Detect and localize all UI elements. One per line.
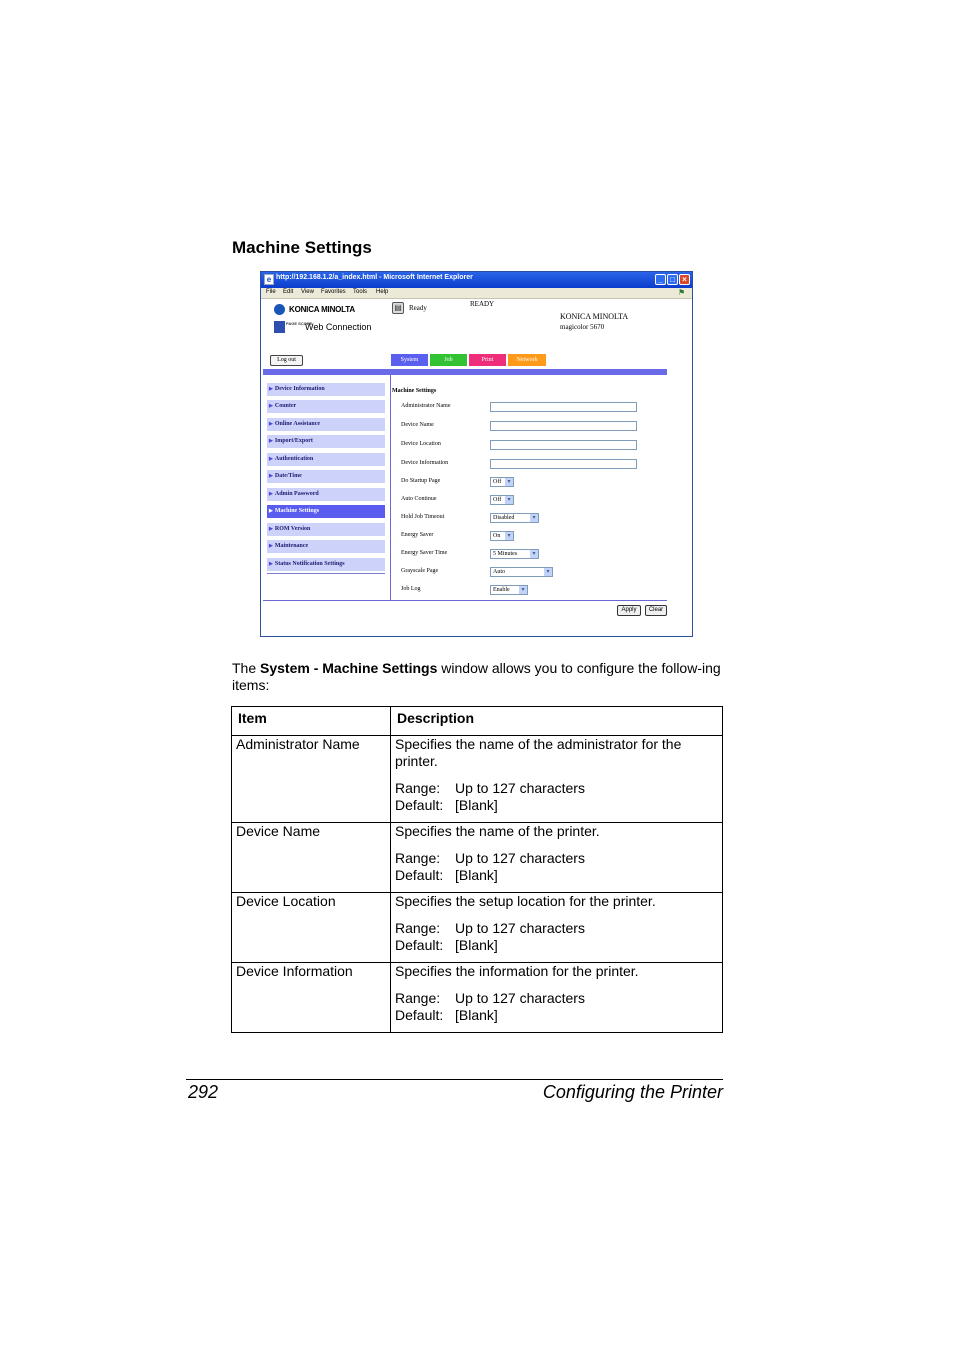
maximize-icon[interactable]: □ [667, 274, 678, 285]
default-label: Default: [395, 867, 444, 883]
select-value: 5 Minutes [493, 551, 518, 557]
device-location-label: Device Location [401, 441, 441, 447]
do-startup-page-select[interactable] [490, 477, 514, 487]
header-item: Item [232, 707, 391, 736]
range-line [395, 920, 718, 937]
nav-item-label: Import/Export [274, 438, 313, 444]
menu-file[interactable]: File [266, 289, 276, 295]
select-value: Off [493, 497, 502, 503]
item-cell: Device Location [232, 893, 391, 963]
clear-button[interactable]: Clear [645, 605, 667, 616]
nav-arrow-icon: ▶ [269, 404, 273, 409]
nav-item-label: Counter [274, 403, 297, 409]
footer-rule [186, 1079, 723, 1080]
nav-arrow-icon: ▶ [269, 509, 273, 514]
tab-job[interactable]: Job [430, 354, 467, 366]
nav-arrow-icon: ▶ [269, 387, 273, 392]
nav-item-authentication[interactable] [267, 453, 385, 466]
description-cell [391, 823, 723, 893]
item-cell: Device Name [232, 823, 391, 893]
minimize-icon[interactable]: _ [655, 274, 666, 285]
window-title: http://192.168.1.2/a_index.html - Microsoft Internet Explorer [276, 274, 473, 281]
items-table [231, 706, 723, 1033]
nav-item-label: Status Notification Settings [274, 561, 345, 567]
item-cell: Administrator Name [232, 736, 391, 823]
nav-item-label: Admin Password [274, 491, 319, 497]
do-startup-page-label: Do Startup Page [401, 478, 441, 484]
menu-edit[interactable]: Edit [283, 289, 294, 295]
description-cell [391, 893, 723, 963]
nav-arrow-icon: ▶ [269, 422, 273, 427]
hold-job-timeout-select[interactable] [490, 513, 539, 523]
range-value: Up to 127 characters [455, 920, 585, 936]
range-value: Up to 127 characters [455, 850, 585, 866]
nav-item-label: Maintenance [274, 543, 309, 549]
menu-tools[interactable]: Tools [353, 289, 368, 295]
select-value: Auto [493, 569, 505, 575]
default-line [395, 937, 718, 954]
nav-item-label: Date/Time [274, 473, 302, 479]
status-ready-small: Ready [409, 304, 427, 312]
description-text: Specifies the information for the printer. [395, 963, 639, 979]
form-heading: Machine Settings [392, 388, 437, 394]
window-titlebar [261, 272, 692, 288]
chapter-title: Configuring the Printer [542, 1082, 723, 1102]
header-description: Description [391, 707, 723, 736]
tab-system[interactable]: System [391, 354, 428, 366]
device-information-input[interactable] [490, 459, 637, 469]
energy-saver-label: Energy Saver [401, 532, 434, 538]
description-text: Specifies the name of the printer. [395, 823, 600, 839]
hold-job-timeout-label: Hold Job Timeout [401, 514, 445, 520]
internet-explorer-icon: e [264, 274, 274, 285]
chevron-down-icon: ▾ [519, 586, 527, 594]
chevron-down-icon: ▾ [505, 478, 513, 486]
nav-item-label: ROM Version [274, 526, 311, 532]
brand-logo-text: KONICA MINOLTA [289, 305, 355, 314]
tab-print[interactable]: Print [469, 354, 506, 366]
menu-favorites[interactable]: Favorites [321, 289, 346, 295]
status-ready-big: READY [470, 300, 495, 308]
device-name-label: Device Name [401, 422, 434, 428]
energy-saver-time-select[interactable] [490, 549, 539, 559]
device-name-input[interactable] [490, 421, 637, 431]
job-log-label: Job Log [401, 586, 421, 592]
header-divider-bar [263, 369, 667, 375]
nav-item-machine-settings[interactable] [267, 505, 385, 518]
range-label: Range: [395, 780, 441, 796]
select-value: Disabled [493, 515, 515, 521]
range-value: Up to 127 characters [455, 780, 585, 796]
device-information-label: Device Information [401, 460, 449, 466]
pagescope-text: PAGE SCOPE [286, 321, 313, 326]
brand-name: KONICA MINOLTA [560, 312, 629, 321]
intro-text-bold: System - Machine Settings [260, 660, 438, 676]
nav-bottom-line [267, 573, 385, 574]
range-value: Up to 127 characters [455, 990, 585, 1006]
grayscale-page-label: Grayscale Page [401, 568, 439, 574]
apply-button[interactable]: Apply [617, 605, 641, 616]
tab-network[interactable]: Network [508, 354, 546, 366]
default-line [395, 1007, 718, 1024]
chevron-down-icon: ▾ [505, 532, 513, 540]
auto-continue-select[interactable] [490, 495, 514, 505]
nav-item-label: Device Information [274, 386, 325, 392]
default-line [395, 867, 718, 884]
default-value: [Blank] [455, 1007, 498, 1023]
nav-item-device-information[interactable] [267, 383, 385, 396]
description-text: Specifies the name of the administrator for the printer. [395, 736, 682, 769]
nav-arrow-icon: ▶ [269, 474, 273, 479]
default-label: Default: [395, 797, 444, 813]
item-cell: Device Information [232, 963, 391, 1033]
nav-item-label: Machine Settings [274, 508, 320, 514]
menu-view[interactable]: View [301, 289, 314, 295]
table-header-row [232, 707, 723, 736]
nav-item-import-export[interactable] [267, 435, 385, 448]
section-title: Machine Settings [232, 238, 372, 257]
browser-window-screenshot [260, 271, 693, 637]
intro-text-after: window allows you to configure the follow-ing items: [232, 660, 721, 693]
nav-item-rom-version[interactable] [267, 523, 385, 536]
nav-item-admin-password[interactable] [267, 488, 385, 501]
page-number: 292 [188, 1082, 219, 1102]
select-value: Off [493, 479, 502, 485]
nav-item-counter[interactable] [267, 400, 385, 413]
administrator-name-label: Administrator Name [401, 403, 451, 409]
nav-arrow-icon: ▶ [269, 439, 273, 444]
default-label: Default: [395, 937, 444, 953]
nav-item-online-assistance[interactable] [267, 418, 385, 431]
chevron-down-icon: ▾ [530, 514, 538, 522]
windows-flag-icon: ⚑ [678, 288, 686, 297]
device-location-input[interactable] [490, 440, 637, 450]
table-row [232, 893, 723, 963]
web-connection-label: Web Connection [305, 322, 372, 332]
administrator-name-input[interactable] [490, 402, 637, 412]
table-row [232, 736, 723, 823]
model-name: magicolor 5670 [560, 323, 605, 331]
default-line [395, 797, 718, 814]
description-cell [391, 963, 723, 1033]
intro-paragraph [232, 660, 724, 694]
select-value: On [493, 533, 501, 539]
default-value: [Blank] [455, 867, 498, 883]
nav-arrow-icon: ▶ [269, 544, 273, 549]
menu-help[interactable]: Help [376, 289, 389, 295]
range-line [395, 780, 718, 797]
range-line [395, 850, 718, 867]
range-label: Range: [395, 850, 441, 866]
default-value: [Blank] [455, 937, 498, 953]
nav-arrow-icon: ▶ [269, 492, 273, 497]
auto-continue-label: Auto Continue [401, 496, 437, 502]
table-row [232, 963, 723, 1033]
nav-arrow-icon: ▶ [269, 527, 273, 532]
chevron-down-icon: ▾ [530, 550, 538, 558]
select-value: Enable [493, 587, 510, 593]
range-label: Range: [395, 990, 441, 1006]
pagescope-icon [274, 321, 285, 333]
konica-minolta-logo-icon [274, 304, 285, 315]
default-label: Default: [395, 1007, 444, 1023]
description-cell [391, 736, 723, 823]
range-label: Range: [395, 920, 441, 936]
nav-item-label: Online Assistance [274, 421, 321, 427]
close-icon[interactable]: × [679, 274, 690, 285]
default-value: [Blank] [455, 797, 498, 813]
vertical-divider [390, 375, 391, 600]
menu-bar [261, 288, 692, 299]
chevron-down-icon: ▾ [544, 568, 552, 576]
nav-item-date-time[interactable] [267, 470, 385, 483]
nav-item-maintenance[interactable] [267, 540, 385, 553]
nav-item-label: Authentication [274, 456, 314, 462]
energy-saver-time-label: Energy Saver Time [401, 550, 448, 556]
nav-arrow-icon: ▶ [269, 562, 273, 567]
intro-text-before: The [232, 660, 261, 676]
job-log-select[interactable] [490, 585, 528, 595]
logout-button[interactable]: Log out [270, 355, 303, 366]
nav-arrow-icon: ▶ [269, 457, 273, 462]
printer-status-icon: ▤ [392, 302, 404, 314]
energy-saver-select[interactable] [490, 531, 514, 541]
table-row [232, 823, 723, 893]
footer-divider [263, 600, 667, 601]
nav-item-status-notification-settings[interactable] [267, 558, 385, 571]
range-line [395, 990, 718, 1007]
description-text: Specifies the setup location for the printer. [395, 893, 656, 909]
chevron-down-icon: ▾ [505, 496, 513, 504]
grayscale-page-select[interactable] [490, 567, 553, 577]
